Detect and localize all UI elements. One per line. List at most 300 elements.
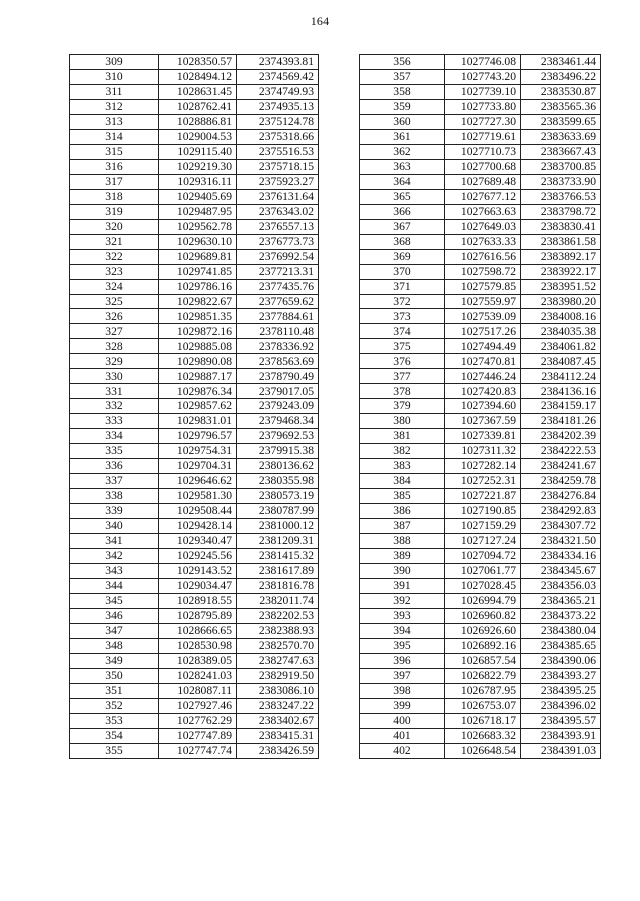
- x-coordinate-cell: 1029646.62: [159, 474, 237, 489]
- y-coordinate-cell: 2383892.17: [521, 249, 601, 264]
- point-number-cell: 363: [360, 159, 445, 174]
- point-number-cell: 325: [70, 294, 159, 309]
- x-coordinate-cell: 1026787.95: [445, 683, 521, 698]
- table-row: [70, 234, 319, 249]
- x-coordinate-cell: 1027028.45: [445, 578, 521, 593]
- table-row: [70, 99, 319, 114]
- point-number-cell: 380: [360, 414, 445, 429]
- table-row: [360, 174, 601, 189]
- point-number-cell: 330: [70, 369, 159, 384]
- y-coordinate-cell: 2384292.83: [521, 504, 601, 519]
- point-number-cell: 348: [70, 638, 159, 653]
- table-row: [360, 339, 601, 354]
- x-coordinate-cell: 1027339.81: [445, 429, 521, 444]
- table-row: [70, 384, 319, 399]
- point-number-cell: 368: [360, 234, 445, 249]
- y-coordinate-cell: 2381415.32: [237, 548, 319, 563]
- table-row: [360, 384, 601, 399]
- point-number-cell: 350: [70, 668, 159, 683]
- x-coordinate-cell: 1027616.56: [445, 249, 521, 264]
- y-coordinate-cell: 2384321.50: [521, 534, 601, 549]
- x-coordinate-cell: 1027420.83: [445, 384, 521, 399]
- y-coordinate-cell: 2376557.13: [237, 219, 319, 234]
- table-row: [360, 593, 601, 608]
- x-coordinate-cell: 1026960.82: [445, 608, 521, 623]
- point-number-cell: 314: [70, 129, 159, 144]
- table-row: [360, 698, 601, 713]
- point-number-cell: 382: [360, 444, 445, 459]
- y-coordinate-cell: 2378563.69: [237, 354, 319, 369]
- table-row: [70, 623, 319, 638]
- table-row: [360, 69, 601, 84]
- table-row: [360, 144, 601, 159]
- x-coordinate-cell: 1028631.45: [159, 84, 237, 99]
- x-coordinate-cell: 1026822.79: [445, 668, 521, 683]
- y-coordinate-cell: 2383700.85: [521, 159, 601, 174]
- point-number-cell: 336: [70, 459, 159, 474]
- x-coordinate-cell: 1029754.31: [159, 444, 237, 459]
- y-coordinate-cell: 2383565.36: [521, 99, 601, 114]
- y-coordinate-cell: 2383733.90: [521, 174, 601, 189]
- point-number-cell: 317: [70, 174, 159, 189]
- table-row: [70, 354, 319, 369]
- y-coordinate-cell: 2377884.61: [237, 309, 319, 324]
- table-row: [360, 653, 601, 668]
- point-number-cell: 347: [70, 623, 159, 638]
- point-number-cell: 400: [360, 713, 445, 728]
- y-coordinate-cell: 2378790.49: [237, 369, 319, 384]
- table-row: [360, 399, 601, 414]
- y-coordinate-cell: 2384395.57: [521, 713, 601, 728]
- point-number-cell: 318: [70, 189, 159, 204]
- x-coordinate-cell: 1028494.12: [159, 69, 237, 84]
- x-coordinate-cell: 1026753.07: [445, 698, 521, 713]
- table-row: [360, 249, 601, 264]
- y-coordinate-cell: 2383402.67: [237, 713, 319, 728]
- y-coordinate-cell: 2384390.06: [521, 653, 601, 668]
- point-number-cell: 353: [70, 713, 159, 728]
- y-coordinate-cell: 2375318.66: [237, 129, 319, 144]
- table-row: [70, 174, 319, 189]
- x-coordinate-cell: 1029704.31: [159, 459, 237, 474]
- y-coordinate-cell: 2375923.27: [237, 174, 319, 189]
- x-coordinate-cell: 1029876.34: [159, 384, 237, 399]
- y-coordinate-cell: 2383415.31: [237, 728, 319, 743]
- point-number-cell: 397: [360, 668, 445, 683]
- y-coordinate-cell: 2381209.31: [237, 534, 319, 549]
- point-number-cell: 313: [70, 114, 159, 129]
- point-number-cell: 334: [70, 429, 159, 444]
- point-number-cell: 359: [360, 99, 445, 114]
- table-row: [360, 548, 601, 563]
- point-number-cell: 339: [70, 504, 159, 519]
- y-coordinate-cell: 2380573.19: [237, 489, 319, 504]
- table-row: [70, 608, 319, 623]
- point-number-cell: 393: [360, 608, 445, 623]
- x-coordinate-cell: 1028241.03: [159, 668, 237, 683]
- x-coordinate-cell: 1028666.65: [159, 623, 237, 638]
- point-number-cell: 326: [70, 309, 159, 324]
- point-number-cell: 394: [360, 623, 445, 638]
- point-number-cell: 312: [70, 99, 159, 114]
- y-coordinate-cell: 2384334.16: [521, 548, 601, 563]
- x-coordinate-cell: 1027470.81: [445, 354, 521, 369]
- x-coordinate-cell: 1028918.55: [159, 593, 237, 608]
- table-row: [70, 324, 319, 339]
- x-coordinate-cell: 1027282.14: [445, 459, 521, 474]
- x-coordinate-cell: 1029340.47: [159, 534, 237, 549]
- table-row: [360, 638, 601, 653]
- table-row: [70, 578, 319, 593]
- table-row: [360, 55, 601, 70]
- x-coordinate-cell: 1027633.33: [445, 234, 521, 249]
- point-number-cell: 362: [360, 144, 445, 159]
- x-coordinate-cell: 1027559.97: [445, 294, 521, 309]
- table-row: [70, 548, 319, 563]
- x-coordinate-cell: 1029885.08: [159, 339, 237, 354]
- point-number-cell: 388: [360, 534, 445, 549]
- point-number-cell: 395: [360, 638, 445, 653]
- x-coordinate-cell: 1028350.57: [159, 55, 237, 70]
- x-coordinate-cell: 1027127.24: [445, 534, 521, 549]
- table-row: [360, 99, 601, 114]
- table-row: [70, 474, 319, 489]
- y-coordinate-cell: 2377213.31: [237, 264, 319, 279]
- point-number-cell: 360: [360, 114, 445, 129]
- x-coordinate-cell: 1028886.81: [159, 114, 237, 129]
- point-number-cell: 346: [70, 608, 159, 623]
- table-row: [70, 743, 319, 758]
- x-coordinate-cell: 1027677.12: [445, 189, 521, 204]
- x-coordinate-cell: 1029316.11: [159, 174, 237, 189]
- table-row: [70, 69, 319, 84]
- point-number-cell: 378: [360, 384, 445, 399]
- x-coordinate-cell: 1029428.14: [159, 519, 237, 534]
- x-coordinate-cell: 1028795.89: [159, 608, 237, 623]
- table-row: [360, 324, 601, 339]
- x-coordinate-cell: 1027061.77: [445, 563, 521, 578]
- y-coordinate-cell: 2384373.22: [521, 608, 601, 623]
- table-row: [70, 563, 319, 578]
- y-coordinate-cell: 2382919.50: [237, 668, 319, 683]
- point-number-cell: 387: [360, 519, 445, 534]
- x-coordinate-cell: 1029857.62: [159, 399, 237, 414]
- point-number-cell: 396: [360, 653, 445, 668]
- y-coordinate-cell: 2376343.02: [237, 204, 319, 219]
- table-row: [360, 534, 601, 549]
- point-number-cell: 376: [360, 354, 445, 369]
- x-coordinate-cell: 1027367.59: [445, 414, 521, 429]
- y-coordinate-cell: 2384391.03: [521, 743, 601, 758]
- table-row: [360, 309, 601, 324]
- table-row: [360, 504, 601, 519]
- table-row: [360, 563, 601, 578]
- point-number-cell: 324: [70, 279, 159, 294]
- point-number-cell: 364: [360, 174, 445, 189]
- point-number-cell: 398: [360, 683, 445, 698]
- page-number: 164: [310, 14, 330, 28]
- point-number-cell: 323: [70, 264, 159, 279]
- y-coordinate-cell: 2374569.42: [237, 69, 319, 84]
- table-row: [360, 728, 601, 743]
- x-coordinate-cell: 1027700.68: [445, 159, 521, 174]
- y-coordinate-cell: 2383980.20: [521, 294, 601, 309]
- y-coordinate-cell: 2384259.78: [521, 474, 601, 489]
- y-coordinate-cell: 2384087.45: [521, 354, 601, 369]
- y-coordinate-cell: 2383530.87: [521, 84, 601, 99]
- coordinates-table-right: [359, 54, 601, 759]
- point-number-cell: 374: [360, 324, 445, 339]
- table-row: [70, 519, 319, 534]
- table-row: [70, 593, 319, 608]
- y-coordinate-cell: 2384035.38: [521, 324, 601, 339]
- y-coordinate-cell: 2380355.98: [237, 474, 319, 489]
- point-number-cell: 342: [70, 548, 159, 563]
- y-coordinate-cell: 2383798.72: [521, 204, 601, 219]
- x-coordinate-cell: 1027746.08: [445, 55, 521, 70]
- x-coordinate-cell: 1027733.80: [445, 99, 521, 114]
- table-row: [360, 414, 601, 429]
- point-number-cell: 311: [70, 84, 159, 99]
- point-number-cell: 402: [360, 743, 445, 758]
- point-number-cell: 340: [70, 519, 159, 534]
- table-row: [70, 504, 319, 519]
- table-row: [360, 683, 601, 698]
- y-coordinate-cell: 2384202.39: [521, 429, 601, 444]
- point-number-cell: 352: [70, 698, 159, 713]
- y-coordinate-cell: 2384008.16: [521, 309, 601, 324]
- y-coordinate-cell: 2382570.70: [237, 638, 319, 653]
- point-number-cell: 358: [360, 84, 445, 99]
- x-coordinate-cell: 1027598.72: [445, 264, 521, 279]
- y-coordinate-cell: 2384181.26: [521, 414, 601, 429]
- table-row: [360, 129, 601, 144]
- table-row: [360, 84, 601, 99]
- point-number-cell: 349: [70, 653, 159, 668]
- x-coordinate-cell: 1026994.79: [445, 593, 521, 608]
- y-coordinate-cell: 2375718.15: [237, 159, 319, 174]
- point-number-cell: 337: [70, 474, 159, 489]
- point-number-cell: 367: [360, 219, 445, 234]
- y-coordinate-cell: 2380787.99: [237, 504, 319, 519]
- y-coordinate-cell: 2384112.24: [521, 369, 601, 384]
- y-coordinate-cell: 2379468.34: [237, 414, 319, 429]
- table-row: [360, 623, 601, 638]
- y-coordinate-cell: 2380136.62: [237, 459, 319, 474]
- point-number-cell: 390: [360, 563, 445, 578]
- x-coordinate-cell: 1029872.16: [159, 324, 237, 339]
- point-number-cell: 392: [360, 593, 445, 608]
- table-row: [360, 474, 601, 489]
- y-coordinate-cell: 2384365.21: [521, 593, 601, 608]
- x-coordinate-cell: 1027719.61: [445, 129, 521, 144]
- table-row: [360, 234, 601, 249]
- table-row: [70, 489, 319, 504]
- point-number-cell: 320: [70, 219, 159, 234]
- point-number-cell: 371: [360, 279, 445, 294]
- x-coordinate-cell: 1027221.87: [445, 489, 521, 504]
- table-row: [360, 354, 601, 369]
- y-coordinate-cell: 2384385.65: [521, 638, 601, 653]
- point-number-cell: 332: [70, 399, 159, 414]
- point-number-cell: 315: [70, 144, 159, 159]
- y-coordinate-cell: 2384276.84: [521, 489, 601, 504]
- point-number-cell: 328: [70, 339, 159, 354]
- x-coordinate-cell: 1026648.54: [445, 743, 521, 758]
- y-coordinate-cell: 2379692.53: [237, 429, 319, 444]
- table-row: [360, 204, 601, 219]
- x-coordinate-cell: 1027094.72: [445, 548, 521, 563]
- x-coordinate-cell: 1026857.54: [445, 653, 521, 668]
- y-coordinate-cell: 2381816.78: [237, 578, 319, 593]
- x-coordinate-cell: 1027446.24: [445, 369, 521, 384]
- table-row: [360, 279, 601, 294]
- x-coordinate-cell: 1028762.41: [159, 99, 237, 114]
- y-coordinate-cell: 2383861.58: [521, 234, 601, 249]
- y-coordinate-cell: 2382202.53: [237, 608, 319, 623]
- table-row: [70, 414, 319, 429]
- x-coordinate-cell: 1028389.05: [159, 653, 237, 668]
- table-row: [70, 264, 319, 279]
- point-number-cell: 386: [360, 504, 445, 519]
- table-row: [70, 459, 319, 474]
- x-coordinate-cell: 1029786.16: [159, 279, 237, 294]
- x-coordinate-cell: 1029796.57: [159, 429, 237, 444]
- table-row: [360, 743, 601, 758]
- y-coordinate-cell: 2378110.48: [237, 324, 319, 339]
- y-coordinate-cell: 2374749.93: [237, 84, 319, 99]
- point-number-cell: 357: [360, 69, 445, 84]
- x-coordinate-cell: 1029851.35: [159, 309, 237, 324]
- point-number-cell: 319: [70, 204, 159, 219]
- y-coordinate-cell: 2384396.02: [521, 698, 601, 713]
- x-coordinate-cell: 1029890.08: [159, 354, 237, 369]
- y-coordinate-cell: 2384393.27: [521, 668, 601, 683]
- x-coordinate-cell: 1029508.44: [159, 504, 237, 519]
- table-row: [360, 608, 601, 623]
- table-row: [70, 144, 319, 159]
- point-number-cell: 399: [360, 698, 445, 713]
- table-row: [360, 219, 601, 234]
- x-coordinate-cell: 1029219.30: [159, 159, 237, 174]
- y-coordinate-cell: 2383426.59: [237, 743, 319, 758]
- y-coordinate-cell: 2384380.04: [521, 623, 601, 638]
- x-coordinate-cell: 1026926.60: [445, 623, 521, 638]
- table-row: [360, 489, 601, 504]
- table-row: [70, 399, 319, 414]
- x-coordinate-cell: 1029822.67: [159, 294, 237, 309]
- table-body: [360, 55, 601, 759]
- x-coordinate-cell: 1027927.46: [159, 698, 237, 713]
- table-body: [70, 55, 319, 759]
- y-coordinate-cell: 2375124.78: [237, 114, 319, 129]
- table-row: [70, 55, 319, 70]
- y-coordinate-cell: 2384241.67: [521, 459, 601, 474]
- x-coordinate-cell: 1029581.30: [159, 489, 237, 504]
- x-coordinate-cell: 1027159.29: [445, 519, 521, 534]
- x-coordinate-cell: 1029245.56: [159, 548, 237, 563]
- coordinates-table-left: [69, 54, 319, 759]
- y-coordinate-cell: 2381617.89: [237, 563, 319, 578]
- point-number-cell: 316: [70, 159, 159, 174]
- y-coordinate-cell: 2382388.93: [237, 623, 319, 638]
- table-row: [360, 294, 601, 309]
- y-coordinate-cell: 2377435.76: [237, 279, 319, 294]
- point-number-cell: 309: [70, 55, 159, 70]
- y-coordinate-cell: 2384356.03: [521, 578, 601, 593]
- x-coordinate-cell: 1027727.30: [445, 114, 521, 129]
- table-row: [70, 129, 319, 144]
- table-row: [360, 578, 601, 593]
- x-coordinate-cell: 1027747.74: [159, 743, 237, 758]
- table-row: [70, 698, 319, 713]
- y-coordinate-cell: 2379243.09: [237, 399, 319, 414]
- y-coordinate-cell: 2383633.69: [521, 129, 601, 144]
- y-coordinate-cell: 2384222.53: [521, 444, 601, 459]
- table-row: [70, 339, 319, 354]
- y-coordinate-cell: 2379915.38: [237, 444, 319, 459]
- x-coordinate-cell: 1029143.52: [159, 563, 237, 578]
- y-coordinate-cell: 2383922.17: [521, 264, 601, 279]
- table-row: [70, 369, 319, 384]
- point-number-cell: 372: [360, 294, 445, 309]
- x-coordinate-cell: 1027710.73: [445, 144, 521, 159]
- y-coordinate-cell: 2376773.73: [237, 234, 319, 249]
- point-number-cell: 351: [70, 683, 159, 698]
- x-coordinate-cell: 1029115.40: [159, 144, 237, 159]
- x-coordinate-cell: 1026718.17: [445, 713, 521, 728]
- table-row: [70, 189, 319, 204]
- point-number-cell: 361: [360, 129, 445, 144]
- y-coordinate-cell: 2381000.12: [237, 519, 319, 534]
- table-row: [70, 294, 319, 309]
- point-number-cell: 355: [70, 743, 159, 758]
- point-number-cell: 381: [360, 429, 445, 444]
- x-coordinate-cell: 1029004.53: [159, 129, 237, 144]
- table-row: [70, 279, 319, 294]
- x-coordinate-cell: 1029630.10: [159, 234, 237, 249]
- point-number-cell: 365: [360, 189, 445, 204]
- point-number-cell: 344: [70, 578, 159, 593]
- x-coordinate-cell: 1029034.47: [159, 578, 237, 593]
- x-coordinate-cell: 1029831.01: [159, 414, 237, 429]
- table-row: [70, 114, 319, 129]
- point-number-cell: 327: [70, 324, 159, 339]
- point-number-cell: 356: [360, 55, 445, 70]
- table-row: [360, 519, 601, 534]
- point-number-cell: 310: [70, 69, 159, 84]
- point-number-cell: 354: [70, 728, 159, 743]
- x-coordinate-cell: 1029562.78: [159, 219, 237, 234]
- x-coordinate-cell: 1027517.26: [445, 324, 521, 339]
- y-coordinate-cell: 2382011.74: [237, 593, 319, 608]
- point-number-cell: 366: [360, 204, 445, 219]
- table-row: [360, 713, 601, 728]
- x-coordinate-cell: 1029405.69: [159, 189, 237, 204]
- x-coordinate-cell: 1027252.31: [445, 474, 521, 489]
- table-row: [70, 309, 319, 324]
- x-coordinate-cell: 1027311.32: [445, 444, 521, 459]
- x-coordinate-cell: 1026683.32: [445, 728, 521, 743]
- y-coordinate-cell: 2384345.67: [521, 563, 601, 578]
- y-coordinate-cell: 2377659.62: [237, 294, 319, 309]
- y-coordinate-cell: 2375516.53: [237, 144, 319, 159]
- y-coordinate-cell: 2383086.10: [237, 683, 319, 698]
- y-coordinate-cell: 2379017.05: [237, 384, 319, 399]
- point-number-cell: 321: [70, 234, 159, 249]
- x-coordinate-cell: 1028530.98: [159, 638, 237, 653]
- y-coordinate-cell: 2378336.92: [237, 339, 319, 354]
